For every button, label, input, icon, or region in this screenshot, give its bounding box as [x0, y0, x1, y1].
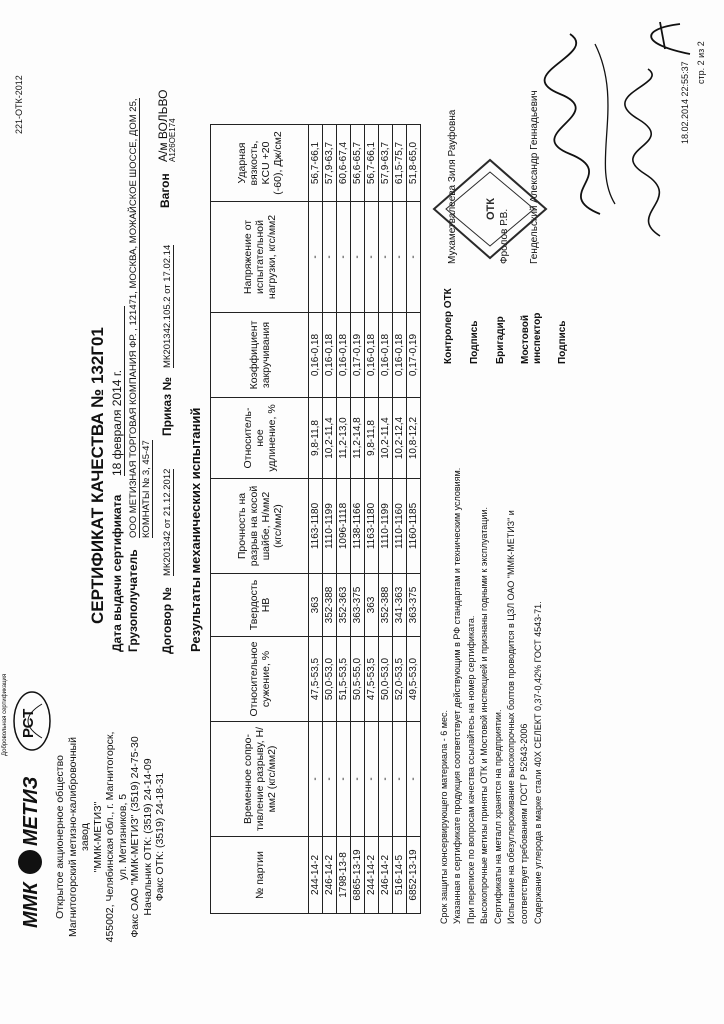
column-header-impact-toughness: Ударная вязкость, KCU +20 (-60), Дж/см2: [211, 125, 309, 202]
company-line: Открытое акционерное общество: [54, 755, 66, 919]
table-header-row: [211, 125, 309, 914]
table-cell: 1160-1185: [407, 479, 421, 574]
signature-label-inspector-2: инспектор: [532, 312, 543, 364]
table-row: [337, 125, 351, 914]
table-cell: -: [407, 722, 421, 837]
table-cell: 363-375: [407, 574, 421, 637]
table-cell: 363: [365, 574, 379, 637]
table-cell: 0,17-0,19: [351, 313, 365, 398]
table-cell: -: [365, 202, 379, 313]
table-cell: 352-363: [337, 574, 351, 637]
table-cell: 0,16-0,18: [365, 313, 379, 398]
contract-label: Договор №: [160, 587, 174, 654]
note-line: При переписке по вопросам качества ссылайтесь на номер сертификата.: [465, 615, 476, 924]
table-cell: 51,8-65,0: [407, 125, 421, 202]
table-cell: 352-388: [323, 574, 337, 637]
company-line: Магнитогорский метизно-калибровочный завод: [66, 737, 91, 937]
table-cell: 246-14-2: [379, 837, 393, 914]
table-cell: 1110-1199: [323, 479, 337, 574]
column-header-reduction: Относительное сужение, %: [211, 637, 309, 722]
certificate-title: СЕРТИФИКАТ КАЧЕСТВА № 132Г01: [88, 327, 107, 624]
company-line: Факс ОТК: (3519) 24-18-31: [154, 772, 166, 902]
table-cell: 50,0-53,0: [379, 637, 393, 722]
table-cell: 363-375: [351, 574, 365, 637]
table-cell: -: [337, 202, 351, 313]
table-cell: -: [393, 202, 407, 313]
table-cell: 341-363: [393, 574, 407, 637]
table-cell: -: [309, 722, 323, 837]
controller-name: Мухаметвалеева Зиля Рауфовна: [447, 109, 458, 264]
brigadier-name: Фролов Р.В.: [499, 208, 510, 264]
table-cell: 50,5-55,0: [351, 637, 365, 722]
table-cell: -: [379, 202, 393, 313]
company-line: Начальник ОТК: (3519) 24-14-09: [141, 758, 154, 916]
note-line: Указанная в сертификате продукция соответствует действующим в РФ стандартам и техническим условиям.: [452, 467, 463, 924]
mechanical-results-table: [210, 124, 421, 914]
column-header-tensile: Временное сопро-тивление разрыву, Н/мм2 (кгс/мм2): [211, 722, 309, 837]
otk-stamp-icon: [430, 154, 550, 264]
table-cell: 1110-1160: [393, 479, 407, 574]
signature-label-sign: Подпись: [469, 320, 480, 364]
table-cell: 57,9-63,7: [323, 125, 337, 202]
column-header-torque-coefficient: Коэффициент закручивания: [211, 313, 309, 398]
table-cell: 363: [309, 574, 323, 637]
table-cell: 1110-1199: [379, 479, 393, 574]
table-cell: 0,16-0,18: [393, 313, 407, 398]
company-line: "ММК-МЕТИЗ": [91, 801, 104, 873]
footer-page-number: стр. 2 из 2: [696, 41, 706, 84]
table-cell: 0,16-0,18: [337, 313, 351, 398]
contract-value: МК201342 от 21.12.2012: [162, 468, 173, 576]
table-cell: -: [393, 722, 407, 837]
table-cell: 11,2-14,8: [351, 398, 365, 479]
table-cell: 10,8-12,2: [407, 398, 421, 479]
table-cell: 1096-1118: [337, 479, 351, 574]
table-cell: 56,7-66,1: [309, 125, 323, 202]
note-line: Испытание на обезуглероживание высокопрочных болтов проводится в ЦЗЛ ОАО "ММК-МЕТИЗ" и: [506, 510, 517, 924]
company-logo: [18, 748, 46, 928]
table-cell: 57,9-63,7: [379, 125, 393, 202]
table-cell: -: [337, 722, 351, 837]
wagon-value-second-line: А126ОЕ174: [168, 118, 177, 162]
table-row: [379, 125, 393, 914]
table-cell: 47,5-53,5: [365, 637, 379, 722]
footer-timestamp: 18.02.2014 22:55:37: [680, 61, 690, 144]
column-header-batch: № партии: [211, 837, 309, 914]
certification-logo-text: РСТ: [20, 708, 37, 738]
consignee-label: Грузополучатель: [126, 549, 140, 652]
table-cell: 0,16-0,18: [309, 313, 323, 398]
issue-date-label: Дата выдачи сертификата: [110, 494, 124, 652]
table-cell: 0,16-0,18: [379, 313, 393, 398]
table-row: [309, 125, 323, 914]
table-row: [351, 125, 365, 914]
table-row: [393, 125, 407, 914]
table-cell: 52,0-53,5: [393, 637, 407, 722]
notes-block: [438, 468, 545, 924]
table-cell: 6852-13-19: [407, 837, 421, 914]
table-row: [407, 125, 421, 914]
company-address-block: [54, 722, 167, 952]
table-cell: -: [323, 722, 337, 837]
company-line: ул. Метизников, 5: [116, 793, 129, 881]
table-cell: -: [365, 722, 379, 837]
table-cell: 352-388: [379, 574, 393, 637]
logo-emblem-icon: [18, 850, 42, 874]
table-cell: -: [351, 202, 365, 313]
wagon-label: Вагон: [158, 173, 172, 208]
wagon-value: А/м ВОЛЬВО: [156, 89, 170, 162]
table-cell: 51,5-53,5: [337, 637, 351, 722]
corner-initial-icon: [630, 14, 700, 64]
note-line: Высокопрочные метизы приняты ОТК и Мостовой инспекцией и признаны годными к эксплуатации.: [479, 507, 490, 924]
column-header-wedge-strength: Прочность на разрыв на косой шайбе, Н/мм2 (кгс/мм2): [211, 479, 309, 574]
consignee-line-2: КОМНАТЫ № 3, 45-47: [141, 440, 152, 538]
table-cell: -: [407, 202, 421, 313]
table-cell: 10,2-11,4: [379, 398, 393, 479]
handwritten-signature-icon: [540, 24, 630, 224]
results-title: Результаты механических испытаний: [188, 407, 203, 652]
table-cell: 56,6-65,7: [351, 125, 365, 202]
table-cell: 1163-1180: [309, 479, 323, 574]
note-line: Сертификаты на металл хранятся на предприятии.: [492, 709, 503, 924]
signature-label-brigadier: Бригадир: [495, 316, 506, 364]
table-cell: 244-14-2: [309, 837, 323, 914]
table-cell: -: [309, 202, 323, 313]
svg-text:ОТК: ОТК: [485, 198, 497, 220]
table-cell: 10,2-12,4: [393, 398, 407, 479]
table-cell: 61,5-75,7: [393, 125, 407, 202]
table-cell: 47,5-53,5: [309, 637, 323, 722]
column-header-proof-load: Напряжение от испытательной нагрузки, кгс/мм2: [211, 202, 309, 313]
company-line: 455002, Челябинская обл., г. Магнитогорск,: [104, 731, 116, 943]
table-cell: 49,5-53,0: [407, 637, 421, 722]
table-cell: 1798-13-8: [337, 837, 351, 914]
signature-label-controller: Контролер ОТК: [443, 288, 454, 364]
table-cell: -: [351, 722, 365, 837]
signature-label-inspector: Мостовой: [520, 314, 531, 364]
table-cell: 0,17-0,19: [407, 313, 421, 398]
table-cell: -: [379, 722, 393, 837]
inspector-name: Гендельский Александр Геннадьевич: [529, 90, 540, 264]
table-cell: 1163-1180: [365, 479, 379, 574]
table-cell: 50,0-53,0: [323, 637, 337, 722]
table-cell: -: [323, 202, 337, 313]
table-cell: 6865-13-19: [351, 837, 365, 914]
column-header-hardness: Твердость НВ: [211, 574, 309, 637]
table-cell: 1138-1166: [351, 479, 365, 574]
signature-label-sign-2: Подпись: [557, 320, 568, 364]
table-cell: 244-14-2: [365, 837, 379, 914]
table-cell: 11,2-13,0: [337, 398, 351, 479]
column-header-elongation: Относитель-ное удлинение, %: [211, 398, 309, 479]
logo-text-left: ММК: [20, 882, 42, 928]
table-cell: 0,16-0,18: [323, 313, 337, 398]
table-cell: 9,8-11,8: [365, 398, 379, 479]
note-line: Содержание углерода в марке стали 40Х СЕЛЕКТ 0,37-0,42% ГОСТ 4543-71.: [532, 601, 543, 924]
table-cell: 10,2-11,4: [323, 398, 337, 479]
table-row: [365, 125, 379, 914]
table-cell: 246-14-2: [323, 837, 337, 914]
signature-labels: [436, 288, 576, 364]
table-cell: 9,8-11,8: [309, 398, 323, 479]
note-line: соответствует требованиям ГОСТ Р 52643-2006: [519, 723, 530, 924]
certification-logo: [2, 673, 52, 756]
issue-date-value: 18 февраля 2014 г.: [110, 306, 125, 476]
table-cell: 516-14-5: [393, 837, 407, 914]
consignee-line-1: ООО МЕТИЗНАЯ ТОРГОВАЯ КОМПАНИЯ ФР. , 121471, МОСКВА, МОЖАЙСКОЕ ШОССЕ, ДОМ 25,: [128, 98, 139, 538]
table-cell: 56,7-66,1: [365, 125, 379, 202]
note-line: Срок защиты консервирующего материала - 6 мес.: [439, 709, 449, 924]
order-value: МК201342.105.2 от 17.02.14: [162, 244, 173, 368]
table-row: [323, 125, 337, 914]
company-line: Факс ОАО "ММК-МЕТИЗ" (3519) 24-75-30: [129, 736, 141, 938]
order-label: Приказ №: [160, 377, 174, 436]
logo-text-right: МЕТИЗ: [20, 776, 42, 846]
certification-logo-caption: Добровольная сертификация: [2, 673, 8, 756]
document-code: 221-ОТК-2012: [14, 75, 24, 134]
table-cell: 60,6-67,4: [337, 125, 351, 202]
